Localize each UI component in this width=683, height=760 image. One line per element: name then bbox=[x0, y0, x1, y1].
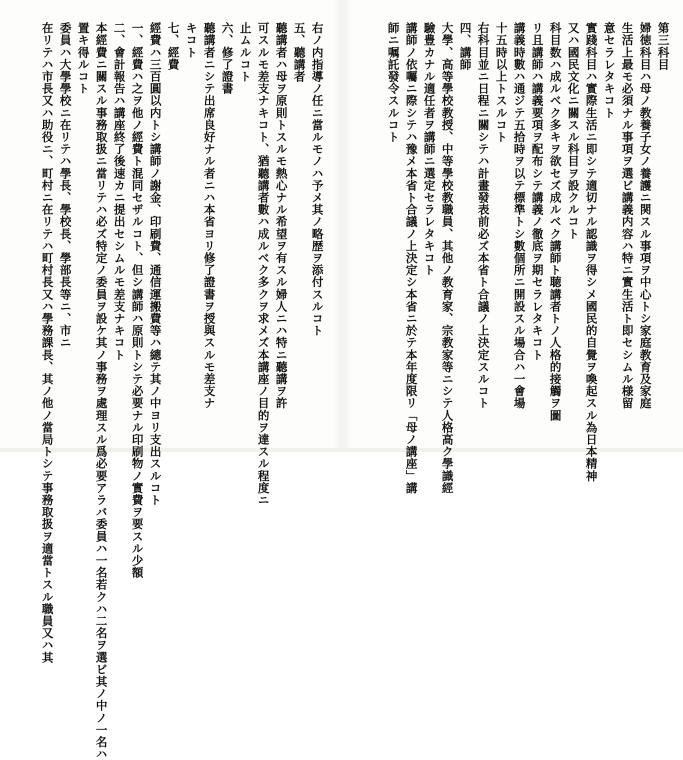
left-page-col-6: 六、修了證書 bbox=[220, 22, 235, 95]
left-page-col-10: 經費ハ三百圓以内トシ講師ノ謝金、印刷費、通信運搬費等ハ總テ其ノ中ヨリ支出スルコト bbox=[148, 22, 163, 506]
right-page-col-13: 大學、高等學校教授、中等學校教職員、其他ノ教育家、宗教家等ニシテ人格高ク學識經 bbox=[440, 22, 455, 494]
right-page-col-10: 十五時以上トスルコト bbox=[494, 22, 509, 143]
right-page-col-12: 四、講師 bbox=[458, 22, 473, 71]
right-page-col-5: 實踐科目ハ實際生活ニ即シテ適切ナル認識ヲ得シメ國民的自覺ヲ喚起スル為日本精神 bbox=[584, 22, 599, 482]
left-page-col-11: 一、經費ハ之ヲ他ノ經費ト混同セザルコト、但シ講師ハ原則トシテ必要ナル印刷物ノ實費ヲ要スル少額 bbox=[130, 22, 145, 579]
page-gutter bbox=[333, 0, 353, 452]
right-page-col-1: 第三科目 bbox=[656, 22, 671, 71]
right-page-col-6: 又ハ國民文化ニ關スル科目ヲ設クルコト bbox=[566, 22, 581, 240]
left-page-col-13: 本經費ニ關スル事務取扱ニ當リテハ必ズ特定ノ委員ヲ設ケ其ノ事務ヲ處理スル爲必要アラバ委員ハ一名若クハ二名ヲ選ビ其ノ中ノ一名ハ bbox=[94, 22, 109, 760]
left-page-col-5: 止ムルコト bbox=[238, 22, 253, 83]
left-page-col-7: 聽講者ニシテ出席良好ナル者ニハ本省ヨリ修了證書ヲ授與スルモ差支ナ bbox=[202, 22, 217, 410]
left-page-col-3: 聽講者ハ母ヲ原則トスルモ熱心ナル希望ヲ有スル婦人ニハ特ニ聽講ヲ許 bbox=[274, 22, 289, 410]
right-page-col-16: 師ニ嘱託發令スルコト bbox=[386, 22, 401, 143]
right-page-col-3: 生活上最モ必須ナル事項ヲ選ビ講義内容ハ特ニ實生活ト即セシムル様留 bbox=[620, 22, 635, 410]
left-page-col-14: 置キ得ルコト bbox=[76, 22, 91, 95]
right-page-col-14: 驗豊カナル適任者ヲ講師ニ選定セラレタキコト bbox=[422, 22, 437, 277]
right-page-col-9: 講義時數ハ通ジテ五拾時ヲ以テ標準トシ數個所ニ開設スル場合ハ一會場 bbox=[512, 22, 527, 410]
right-page-col-4: 意セラレタキコト bbox=[602, 22, 617, 119]
right-page-col-11: 右科目並ニ日程ニ關シテハ計畫發表前必ズ本省ト合議ノ上決定スルコト bbox=[476, 22, 491, 410]
right-page-col-15: 講師ノ依囑ニ際シテハ豫メ本省ト合議ノ上決定シ本省ニ於テ本年度限リ「母ノ講座」講 bbox=[404, 22, 419, 494]
left-page-col-8: キコト bbox=[184, 22, 199, 59]
left-page-col-4: 可スルモ差支ナキコト、猶聽講者數ハ成ルベク多クヲ求メズ本講座ノ目的ヲ達スル程度ニ bbox=[256, 22, 271, 506]
left-page-col-2: 五、聽講者 bbox=[292, 22, 307, 83]
left-page-col-12: 二、會計報告ハ講座終了後速カニ提出セシムルモ差支ナキコト bbox=[112, 22, 127, 361]
left-page-col-16: 在リテハ市長又ハ助役ニ、町村ニ在リテハ町村長又ハ學務課長、其ノ他ノ當局トシテ事務取扱ヲ適當トスル職員又ハ其 bbox=[40, 22, 55, 664]
left-page-col-9: 七、經費 bbox=[166, 22, 181, 71]
right-page-col-2: 婦徳科目ハ母ノ教養子女ノ養護ニ関スル事項ヲ中心トシ家庭教育及家庭 bbox=[638, 22, 653, 410]
right-page-col-7: 科目数ハ成ルベク多キヲ欲セズ成ルベク講師ト聴講者トノ人格的接觸ヲ圖 bbox=[548, 22, 563, 422]
right-page-col-8: リ且講師ハ講義要項ヲ配布シテ講義ノ徹底ヲ期セラレタキコト bbox=[530, 22, 545, 361]
left-page-col-1: 右ノ内指導ノ任ニ當ルモノハ予メ其ノ略歴ヲ添付スルコト bbox=[310, 22, 325, 337]
left-page-col-15: 委員ハ大學學校ニ在リテハ學長、學校長、學部長等ニ、市ニ bbox=[58, 22, 73, 349]
